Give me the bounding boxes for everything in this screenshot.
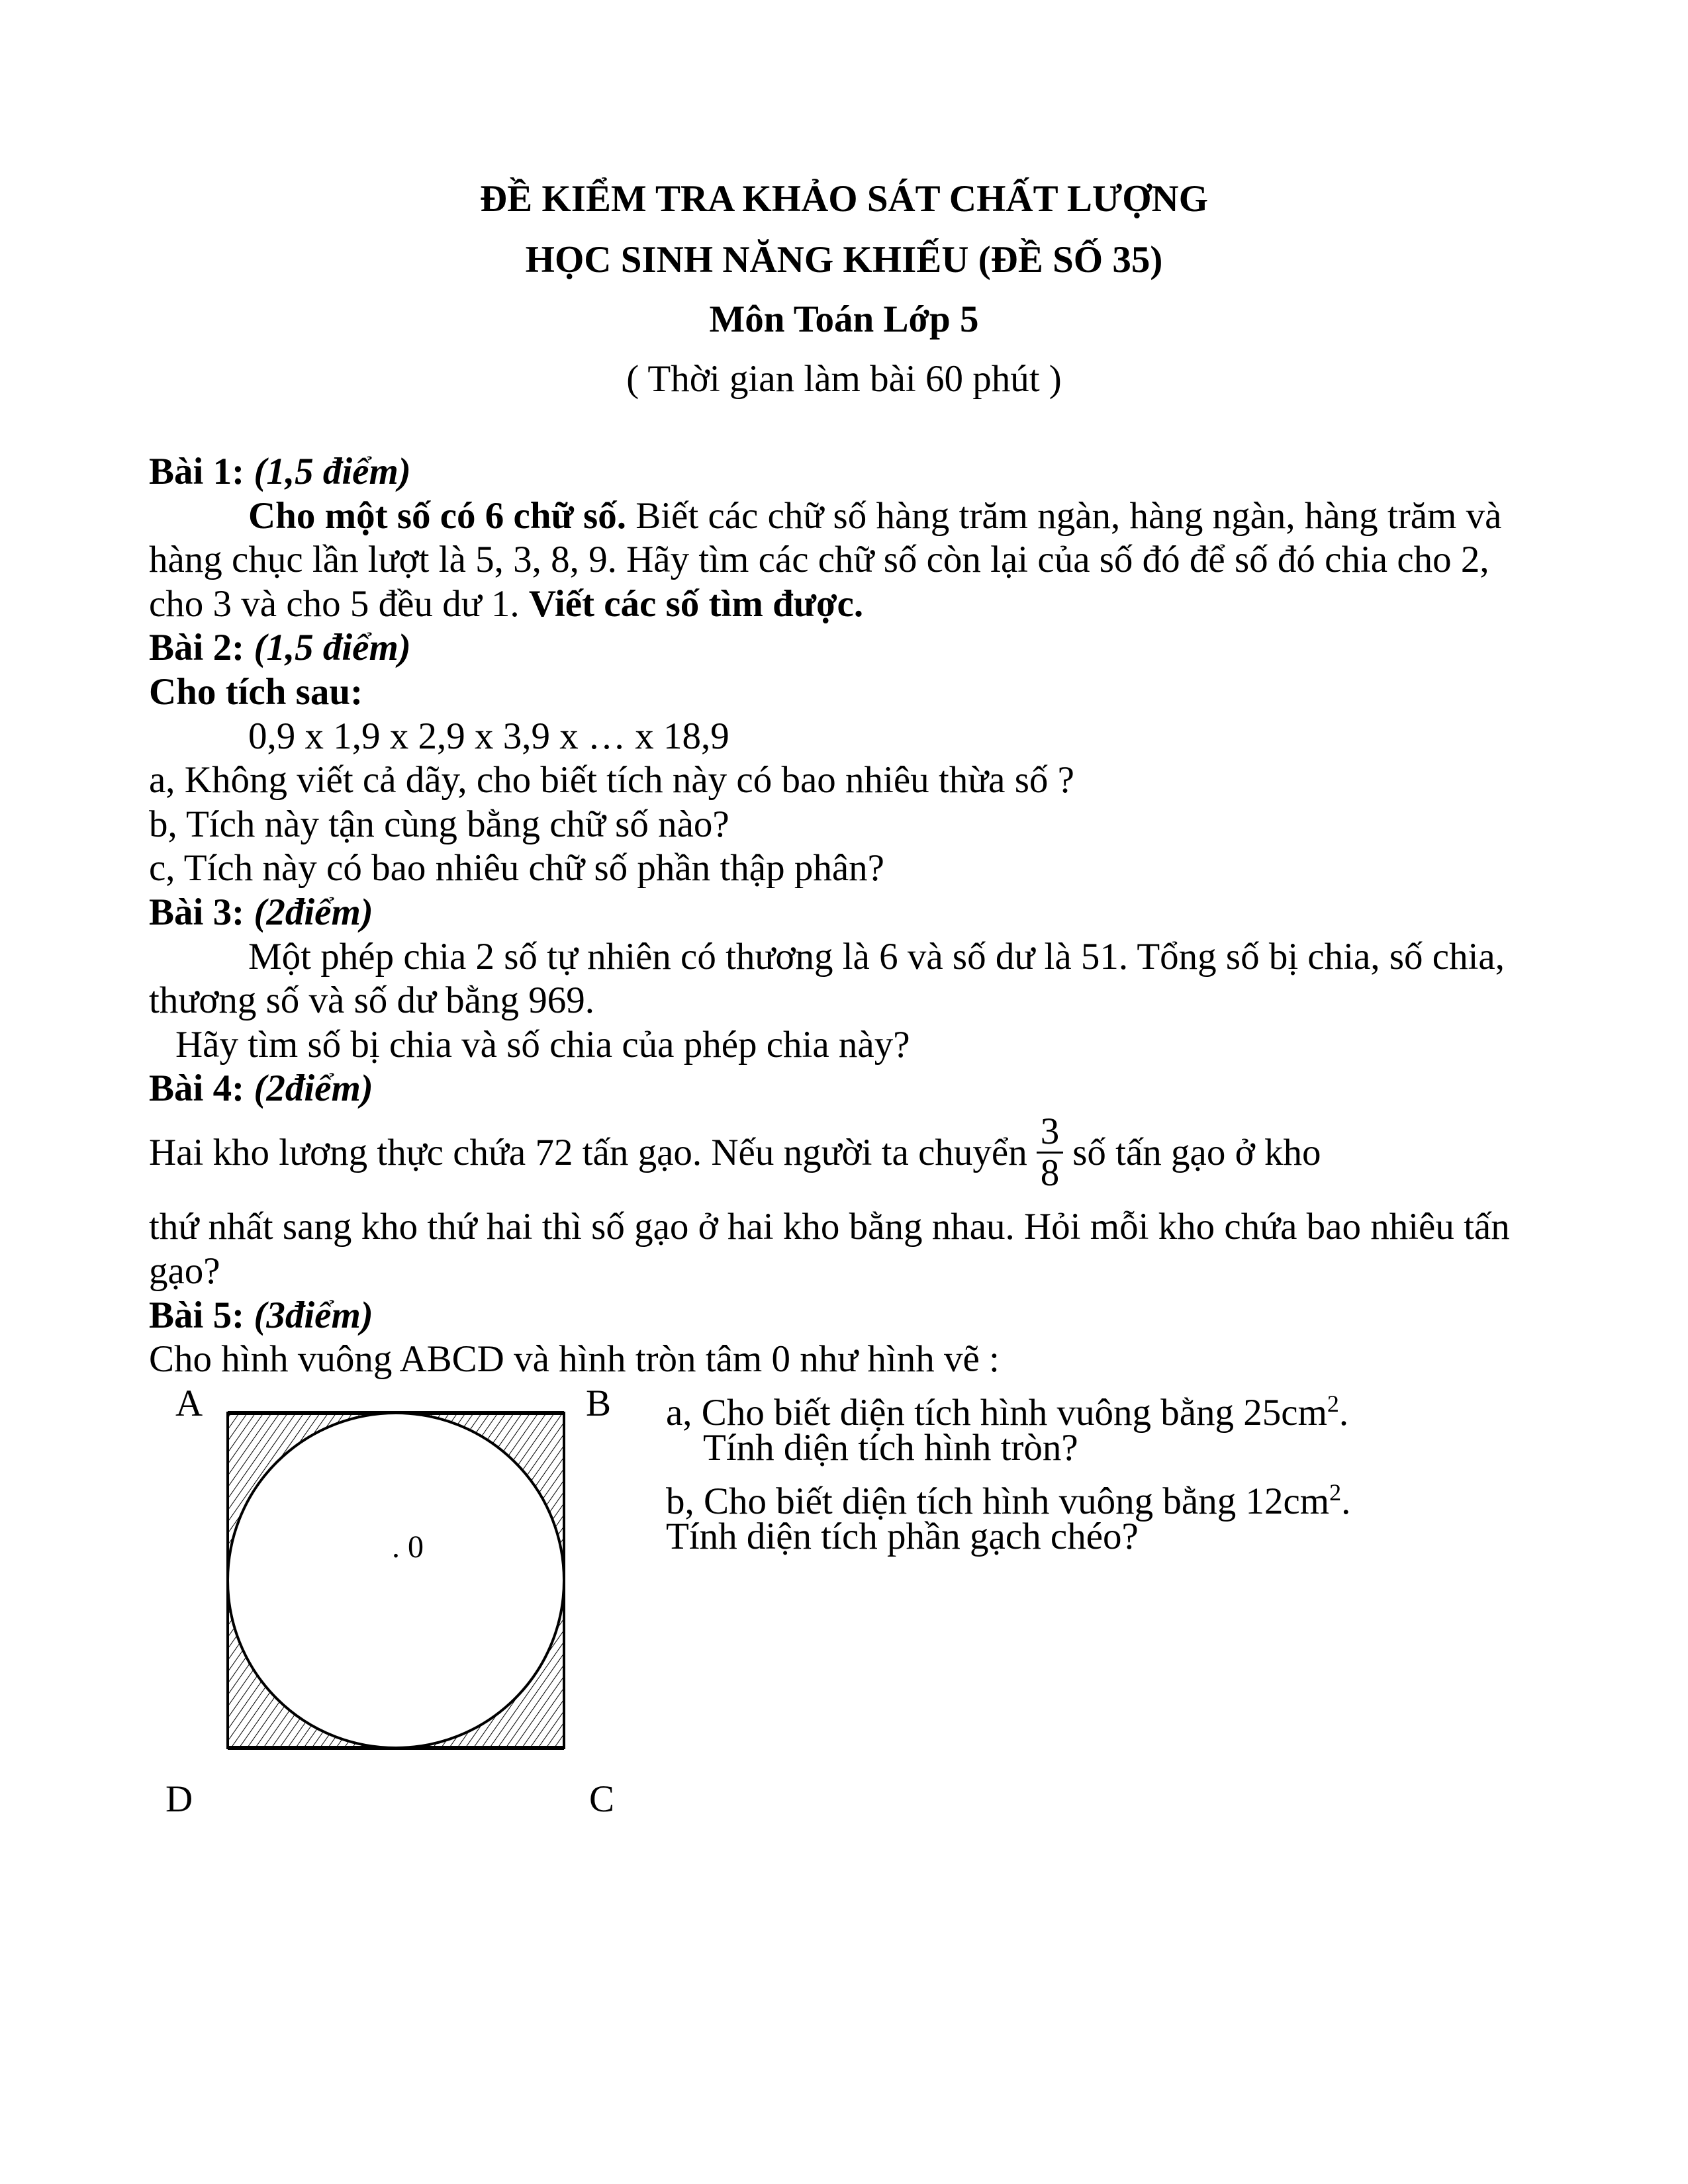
time-limit: ( Thời gian làm bài 60 phút ) (626, 358, 1062, 400)
bai4-line2: thứ nhất sang kho thứ hai thì số gạo ở hai kho bằng nhau. Hỏi mỗi kho chứa bao nhiêu tấn (149, 1206, 1510, 1248)
label: Bài 3: (149, 891, 254, 933)
points: (1,5 điểm) (254, 627, 411, 669)
bai1-line3 (149, 582, 1552, 627)
title-line-1: ĐỀ KIỂM TRA KHẢO SÁT CHẤT LƯỢNG (479, 178, 1209, 220)
bai1-heading (149, 450, 1552, 494)
bai5-intro: Cho hình vuông ABCD và hình tròn tâm 0 như hình vẽ : (149, 1338, 1000, 1380)
bai3-line3: Hãy tìm số bị chia và số chia của phép chia này? (175, 1023, 910, 1066)
text: Biết các chữ số hàng trăm ngàn, hàng ngàn, hàng trăm và (626, 494, 1502, 537)
exercises (149, 450, 1552, 1111)
vertex-c-label: C (589, 1778, 615, 1820)
bai4-heading (149, 1067, 1552, 1111)
bai4-line1 (149, 1112, 1321, 1193)
text: Hai kho lương thực chứa 72 tấn gạo. Nếu người ta chuyển (149, 1132, 1027, 1173)
bai4-line3: gạo? (149, 1250, 220, 1292)
inscribed-circle (228, 1413, 564, 1748)
bai2-heading (149, 626, 1552, 670)
points: (2điểm) (254, 1068, 373, 1110)
bai5-heading (149, 1294, 373, 1338)
bai3-line1: Một phép chia 2 số tự nhiên có thương là 6 và số dư là 51. Tổng số bị chia, số chia, (248, 935, 1505, 978)
vertex-b-label: B (586, 1383, 612, 1424)
label: Bài 2: (149, 627, 254, 669)
subject: Môn Toán Lớp 5 (709, 298, 979, 340)
bai2-c: c, Tích này có bao nhiêu chữ số phần thập phân? (149, 847, 884, 889)
bai5-qa2: Tính diện tích hình tròn? (703, 1427, 1078, 1469)
numerator: 3 (1037, 1112, 1064, 1154)
text: . (1338, 1392, 1349, 1433)
bold: Cho một số có 6 chữ số. (248, 494, 626, 537)
label: Bài 5: (149, 1295, 254, 1336)
bai2-expression: 0,9 x 1,9 x 2,9 x 3,9 x … x 18,9 (248, 715, 729, 757)
bai5-qb2: Tính diện tích phần gạch chéo? (666, 1516, 1139, 1557)
superscript: 2 (1327, 1390, 1339, 1417)
text: a, Cho biết diện tích hình vuông bằng 25cm (666, 1392, 1327, 1433)
label: Bài 1: (149, 451, 254, 492)
vertex-a-label: A (175, 1383, 203, 1424)
bai2-b: b, Tích này tận cùng bằng chữ số nào? (149, 803, 729, 845)
text: . (1341, 1480, 1351, 1522)
circle-center-label: . 0 (392, 1529, 424, 1565)
title-line-2: HỌC SINH NĂNG KHIẾU (ĐỀ SỐ 35) (525, 239, 1163, 281)
text: cho 3 và cho 5 đều dư 1. (149, 582, 529, 625)
square-circle-figure (225, 1410, 569, 1754)
denominator: 8 (1040, 1152, 1060, 1194)
fraction (1037, 1112, 1064, 1193)
bold: Viết các số tìm được. (528, 582, 864, 625)
points: (3điểm) (254, 1295, 373, 1336)
text: b, Cho biết diện tích hình vuông bằng 12cm (666, 1480, 1330, 1522)
points: (1,5 điểm) (254, 451, 411, 492)
bai1-line1 (149, 494, 1552, 539)
bai2-a: a, Không viết cả dãy, cho biết tích này có bao nhiêu thừa số ? (149, 759, 1074, 801)
points: (2điểm) (254, 891, 373, 933)
bai3-line2: thương số và số dư bằng 969. (149, 979, 594, 1022)
bai1-line2: hàng chục lần lượt là 5, 3, 8, 9. Hãy tìm các chữ số còn lại của số đó để số đó chia cho 2, (149, 539, 1489, 581)
label: Bài 4: (149, 1068, 254, 1110)
superscript: 2 (1329, 1479, 1342, 1506)
text: số tấn gạo ở kho (1072, 1132, 1321, 1173)
bai2-intro: Cho tích sau: (149, 670, 363, 713)
vertex-d-label: D (165, 1778, 193, 1820)
bai3-heading (149, 891, 1552, 935)
